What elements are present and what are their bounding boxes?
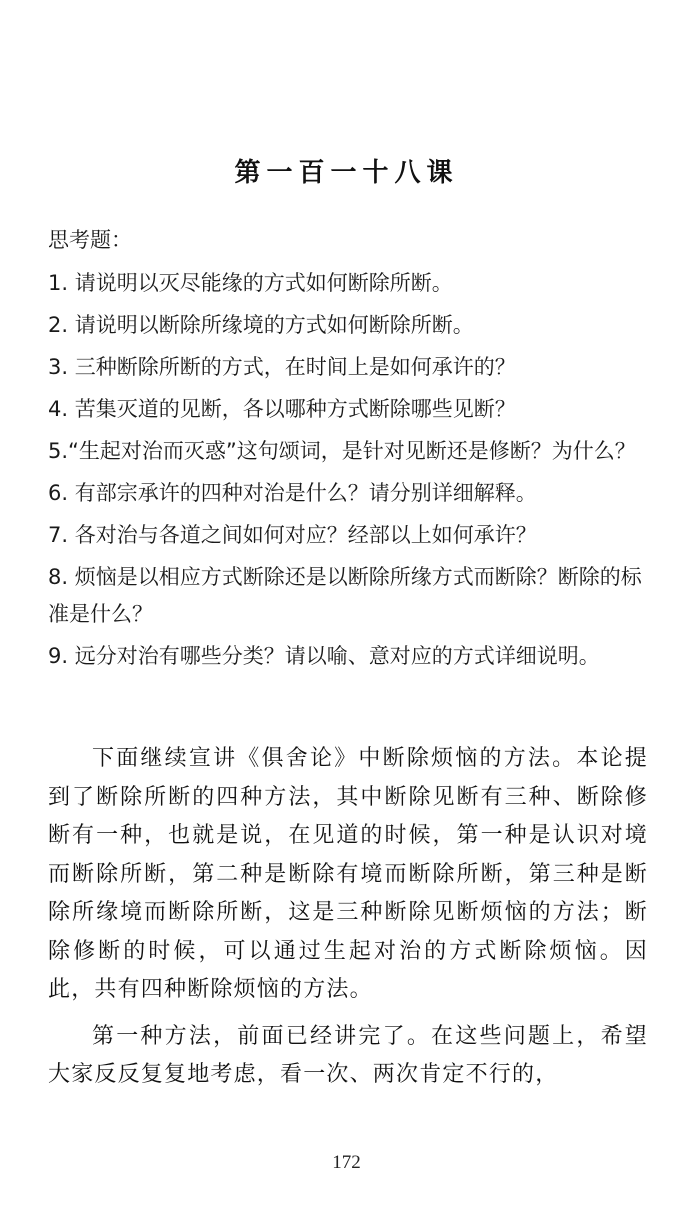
question-item: 2. 请说明以断除所缘境的方式如何断除所断。 bbox=[48, 313, 474, 337]
review-questions bbox=[48, 222, 648, 680]
body-paragraph: 第一种方法，前面已经讲完了。在这些问题上，希望大家反反复复地考虑，看一次、两次肯定不行的， bbox=[48, 1023, 648, 1087]
question-item: 5.“生起对治而灭惑”这句颂词，是针对见断还是修断？为什么？ bbox=[48, 439, 636, 463]
body-paragraph: 下面继续宣讲《俱舍论》中断除烦恼的方法。本论提到了断除所断的四种方法，其中断除见断有三种、断除修断有一种，也就是说，在见道的时候，第一种是认识对境而断除所断，第二种是断除有境而断除所断，第三种是断除所缘境而断除所断，这是三种断除见断烦恼的方法；断除修断的时候，可以通过生起对治的方式断除烦恼。因此，共有四种断除烦恼的方法。 bbox=[48, 746, 648, 1002]
question-item: 7. 各对治与各道之间如何对应？经部以上如何承许？ bbox=[48, 523, 537, 547]
lesson-title: 第一百一十八课 bbox=[234, 158, 459, 188]
question-item: 3. 三种断除所断的方式，在时间上是如何承许的？ bbox=[48, 355, 516, 379]
question-item: 1. 请说明以灭尽能缘的方式如何断除所断。 bbox=[48, 271, 453, 295]
question-item: 6. 有部宗承许的四种对治是什么？请分别详细解释。 bbox=[48, 481, 537, 505]
questions-heading: 思考题： bbox=[48, 228, 132, 252]
body-text bbox=[48, 740, 648, 1103]
page-number: 172 bbox=[332, 1152, 361, 1173]
question-item: 8. 烦恼是以相应方式断除还是以断除所缘方式而断除？断除的标准是什么？ bbox=[48, 565, 642, 626]
question-item: 9. 远分对治有哪些分类？请以喻、意对应的方式详细说明。 bbox=[48, 644, 600, 668]
question-item: 4. 苦集灭道的见断，各以哪种方式断除哪些见断？ bbox=[48, 397, 516, 421]
